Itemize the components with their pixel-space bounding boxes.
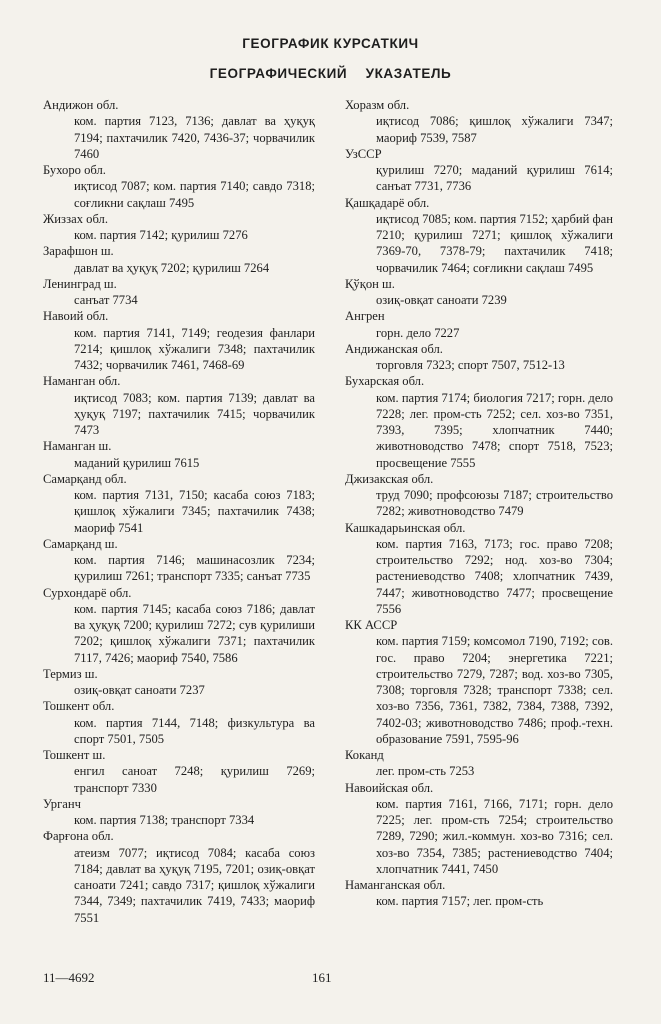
index-entry bbox=[43, 747, 315, 796]
entry-heading: Андижон обл. bbox=[43, 98, 119, 112]
entry-heading: Навоий обл. bbox=[43, 309, 109, 324]
entry-heading: Навоийская обл. bbox=[345, 780, 434, 795]
index-entry bbox=[345, 308, 613, 341]
entry-references: маданий қурилиш 7615 bbox=[74, 455, 200, 470]
index-entry bbox=[43, 276, 315, 309]
entry-heading: Термиз ш. bbox=[43, 666, 98, 681]
entry-references: ком. партия 7138; транспорт 7334 bbox=[74, 813, 255, 827]
index-entry bbox=[345, 195, 613, 276]
entry-heading: Бухарская обл. bbox=[345, 374, 425, 389]
index-entry bbox=[345, 747, 613, 780]
entry-references: ком. партия 7159; комсомол 7190, 7192; сов. гос. право 7204; энергетика 7221; строительство 7279, 7287; вод. хоз-во 7305, 7308; торговля 7328; транспорт 7338; сел. хоз-во 7356, 7361, 7382, 7384, 7388, 7392, 7402-03; животноводство 7486; проф.-техн. образование 7591, 7595-96 bbox=[376, 634, 613, 746]
right-column bbox=[345, 97, 613, 910]
entry-heading: Тошкент обл. bbox=[43, 699, 115, 714]
index-entry bbox=[43, 211, 315, 244]
entry-heading: Ангрен bbox=[345, 309, 385, 324]
index-entry bbox=[345, 276, 613, 309]
entry-references: лег. пром-сть 7253 bbox=[376, 764, 475, 779]
entry-heading: Андижанская обл. bbox=[345, 341, 443, 356]
entry-heading: Хоразм обл. bbox=[345, 98, 410, 112]
entry-heading: Самарқанд ш. bbox=[43, 536, 118, 551]
entry-references: горн. дело 7227 bbox=[376, 325, 460, 340]
index-entry bbox=[345, 520, 613, 618]
index-entry bbox=[43, 373, 315, 438]
entry-heading: Ленинград ш. bbox=[43, 276, 117, 291]
entry-references: ком. партия 7146; машинасозлик 7234; қурилиш 7261; транспорт 7335; санъат 7735 bbox=[74, 553, 315, 584]
index-entry bbox=[43, 585, 315, 666]
entry-references: озиқ-овқат саноати 7239 bbox=[376, 293, 507, 307]
index-title-russian: ГЕОГРАФИЧЕСКИЙ УКАЗАТЕЛЬ bbox=[209, 66, 452, 81]
index-entry bbox=[345, 146, 613, 195]
entry-references: санъат 7734 bbox=[74, 293, 138, 307]
entry-references: иқтисод 7083; ком. партия 7139; давлат ва ҳуқуқ 7197; пахтачилик 7415; чорвачилик 7473 bbox=[74, 390, 315, 437]
entry-references: ком. партия 7174; биология 7217; горн. дело 7228; лег. пром-сть 7252; сел. хоз-во 7351, 7393, 7395; хлопчатник 7440; животноводство 7478; спорт 7518, 7523; просвещение 7555 bbox=[376, 390, 613, 470]
entry-references: ком. партия 7161, 7166, 7171; горн. дело 7225; лег. пром-сть 7254; строительство 7289, 7290; жил.-коммун. хоз-во 7316; сел. хоз-во 7354, 7385; растениеводство 7404; хлопчатник 7441, 7450 bbox=[376, 796, 613, 876]
index-entry bbox=[43, 698, 315, 747]
entry-references: ком. партия 7131, 7150; касаба союз 7183; қишлоқ хўжалиги 7345; пахтачилик 7438; маориф 7541 bbox=[74, 488, 315, 535]
entry-references: торговля 7323; спорт 7507, 7512-13 bbox=[376, 358, 565, 372]
index-entry bbox=[43, 243, 315, 276]
index-entry bbox=[43, 796, 315, 829]
entry-heading: Самарқанд обл. bbox=[43, 471, 127, 486]
entry-heading: Фарғона обл. bbox=[43, 829, 114, 844]
entry-heading: Қўқон ш. bbox=[345, 276, 395, 291]
index-entry bbox=[345, 617, 613, 747]
index-entry bbox=[345, 780, 613, 878]
entry-heading: Сурхондарё обл. bbox=[43, 585, 132, 600]
entry-references: труд 7090; профсоюзы 7187; строительство 7282; животноводство 7479 bbox=[376, 488, 613, 519]
entry-references: давлат ва ҳуқуқ 7202; қурилиш 7264 bbox=[74, 260, 270, 275]
entry-references: ком. партия 7157; лег. пром-сть bbox=[376, 894, 544, 909]
index-entry bbox=[43, 828, 315, 926]
index-entry bbox=[43, 97, 315, 162]
index-entry bbox=[43, 471, 315, 536]
entry-heading: КК АССР bbox=[345, 618, 398, 632]
entry-references: қурилиш 7270; маданий қурилиш 7614; санъат 7731, 7736 bbox=[376, 163, 613, 194]
index-entry bbox=[345, 471, 613, 520]
index-entry bbox=[345, 97, 613, 146]
entry-heading: Бухоро обл. bbox=[43, 163, 106, 177]
entry-heading: Наманганская обл. bbox=[345, 878, 446, 892]
page-number: 161 bbox=[312, 970, 332, 985]
entry-references: озиқ-овқат саноати 7237 bbox=[74, 683, 205, 697]
entry-references: иқтисод 7086; қишлоқ хўжалиги 7347; маориф 7539, 7587 bbox=[376, 114, 613, 145]
entry-heading: Тошкент ш. bbox=[43, 748, 106, 762]
entry-heading: Кашкадарьинская обл. bbox=[345, 520, 466, 535]
entry-references: атеизм 7077; иқтисод 7084; касаба союз 7184; давлат ва ҳуқуқ 7195, 7201; озиқ-овқат саноати 7241; савдо 7317; қишлоқ хўжалиги 7344, 7349; пахтачилик 7419, 7433; маориф 7551 bbox=[74, 845, 315, 925]
index-entry bbox=[345, 877, 613, 910]
entry-heading: Наманган ш. bbox=[43, 439, 112, 454]
entry-references: ком. партия 7145; касаба союз 7186; давлат ва ҳуқуқ 7200; қурилиш 7272; сув қурилиши 7202; қишлоқ хўжалиги 7371; пахтачилик 7117, 7426; маориф 7540, 7586 bbox=[74, 601, 315, 665]
entry-heading: Жиззах обл. bbox=[43, 211, 108, 226]
left-column bbox=[43, 97, 315, 926]
entry-references: енгил саноат 7248; қурилиш 7269; транспорт 7330 bbox=[74, 764, 315, 795]
index-entry bbox=[345, 341, 613, 374]
entry-heading: Зарафшон ш. bbox=[43, 244, 114, 259]
index-entry bbox=[43, 162, 315, 211]
entry-heading: Коканд bbox=[345, 748, 384, 762]
index-entry bbox=[345, 373, 613, 471]
entry-heading: Қашқадарё обл. bbox=[345, 195, 430, 210]
index-entry bbox=[43, 438, 315, 471]
entry-references: иқтисод 7085; ком. партия 7152; ҳарбий фан 7210; қурилиш 7271; қишлоқ хўжалиги 7369-70, 7378-79; пахтачилик 7418; чорвачилик 7464; соғликни сақлаш 7495 bbox=[376, 211, 614, 275]
index-entry bbox=[43, 666, 315, 699]
entry-references: ком. партия 7142; қурилиш 7276 bbox=[74, 228, 248, 242]
entry-heading: Наманган обл. bbox=[43, 374, 121, 389]
entry-heading: УзССР bbox=[345, 146, 382, 161]
entry-heading: Урганч bbox=[43, 796, 81, 811]
entry-references: ком. партия 7141, 7149; геодезия фанлари 7214; қишлоқ хўжалиги 7348; пахтачилик 7432; чорвачилик 7461, 7468-69 bbox=[74, 325, 315, 372]
entry-references: ком. партия 7163, 7173; гос. право 7208; строительство 7292; нод. хоз-во 7304; растениеводство 7408; хлопчатник 7439, 7447; животноводство 7477; просвещение 7556 bbox=[376, 536, 613, 616]
entry-references: ком. партия 7123, 7136; давлат ва ҳуқуқ 7194; пахтачилик 7420, 7436-37; чорвачилик 7460 bbox=[74, 114, 315, 161]
index-entry bbox=[43, 536, 315, 585]
index-title-uzbek: ГЕОГРАФИК КУРСАТКИЧ bbox=[242, 36, 419, 51]
index-entry bbox=[43, 308, 315, 373]
entry-heading: Джизакская обл. bbox=[345, 471, 434, 486]
entry-references: иқтисод 7087; ком. партия 7140; савдо 7318; соғликни сақлаш 7495 bbox=[74, 179, 315, 210]
entry-references: ком. партия 7144, 7148; физкультура ва спорт 7501, 7505 bbox=[74, 715, 315, 746]
signature-mark: 11—4692 bbox=[43, 970, 95, 985]
